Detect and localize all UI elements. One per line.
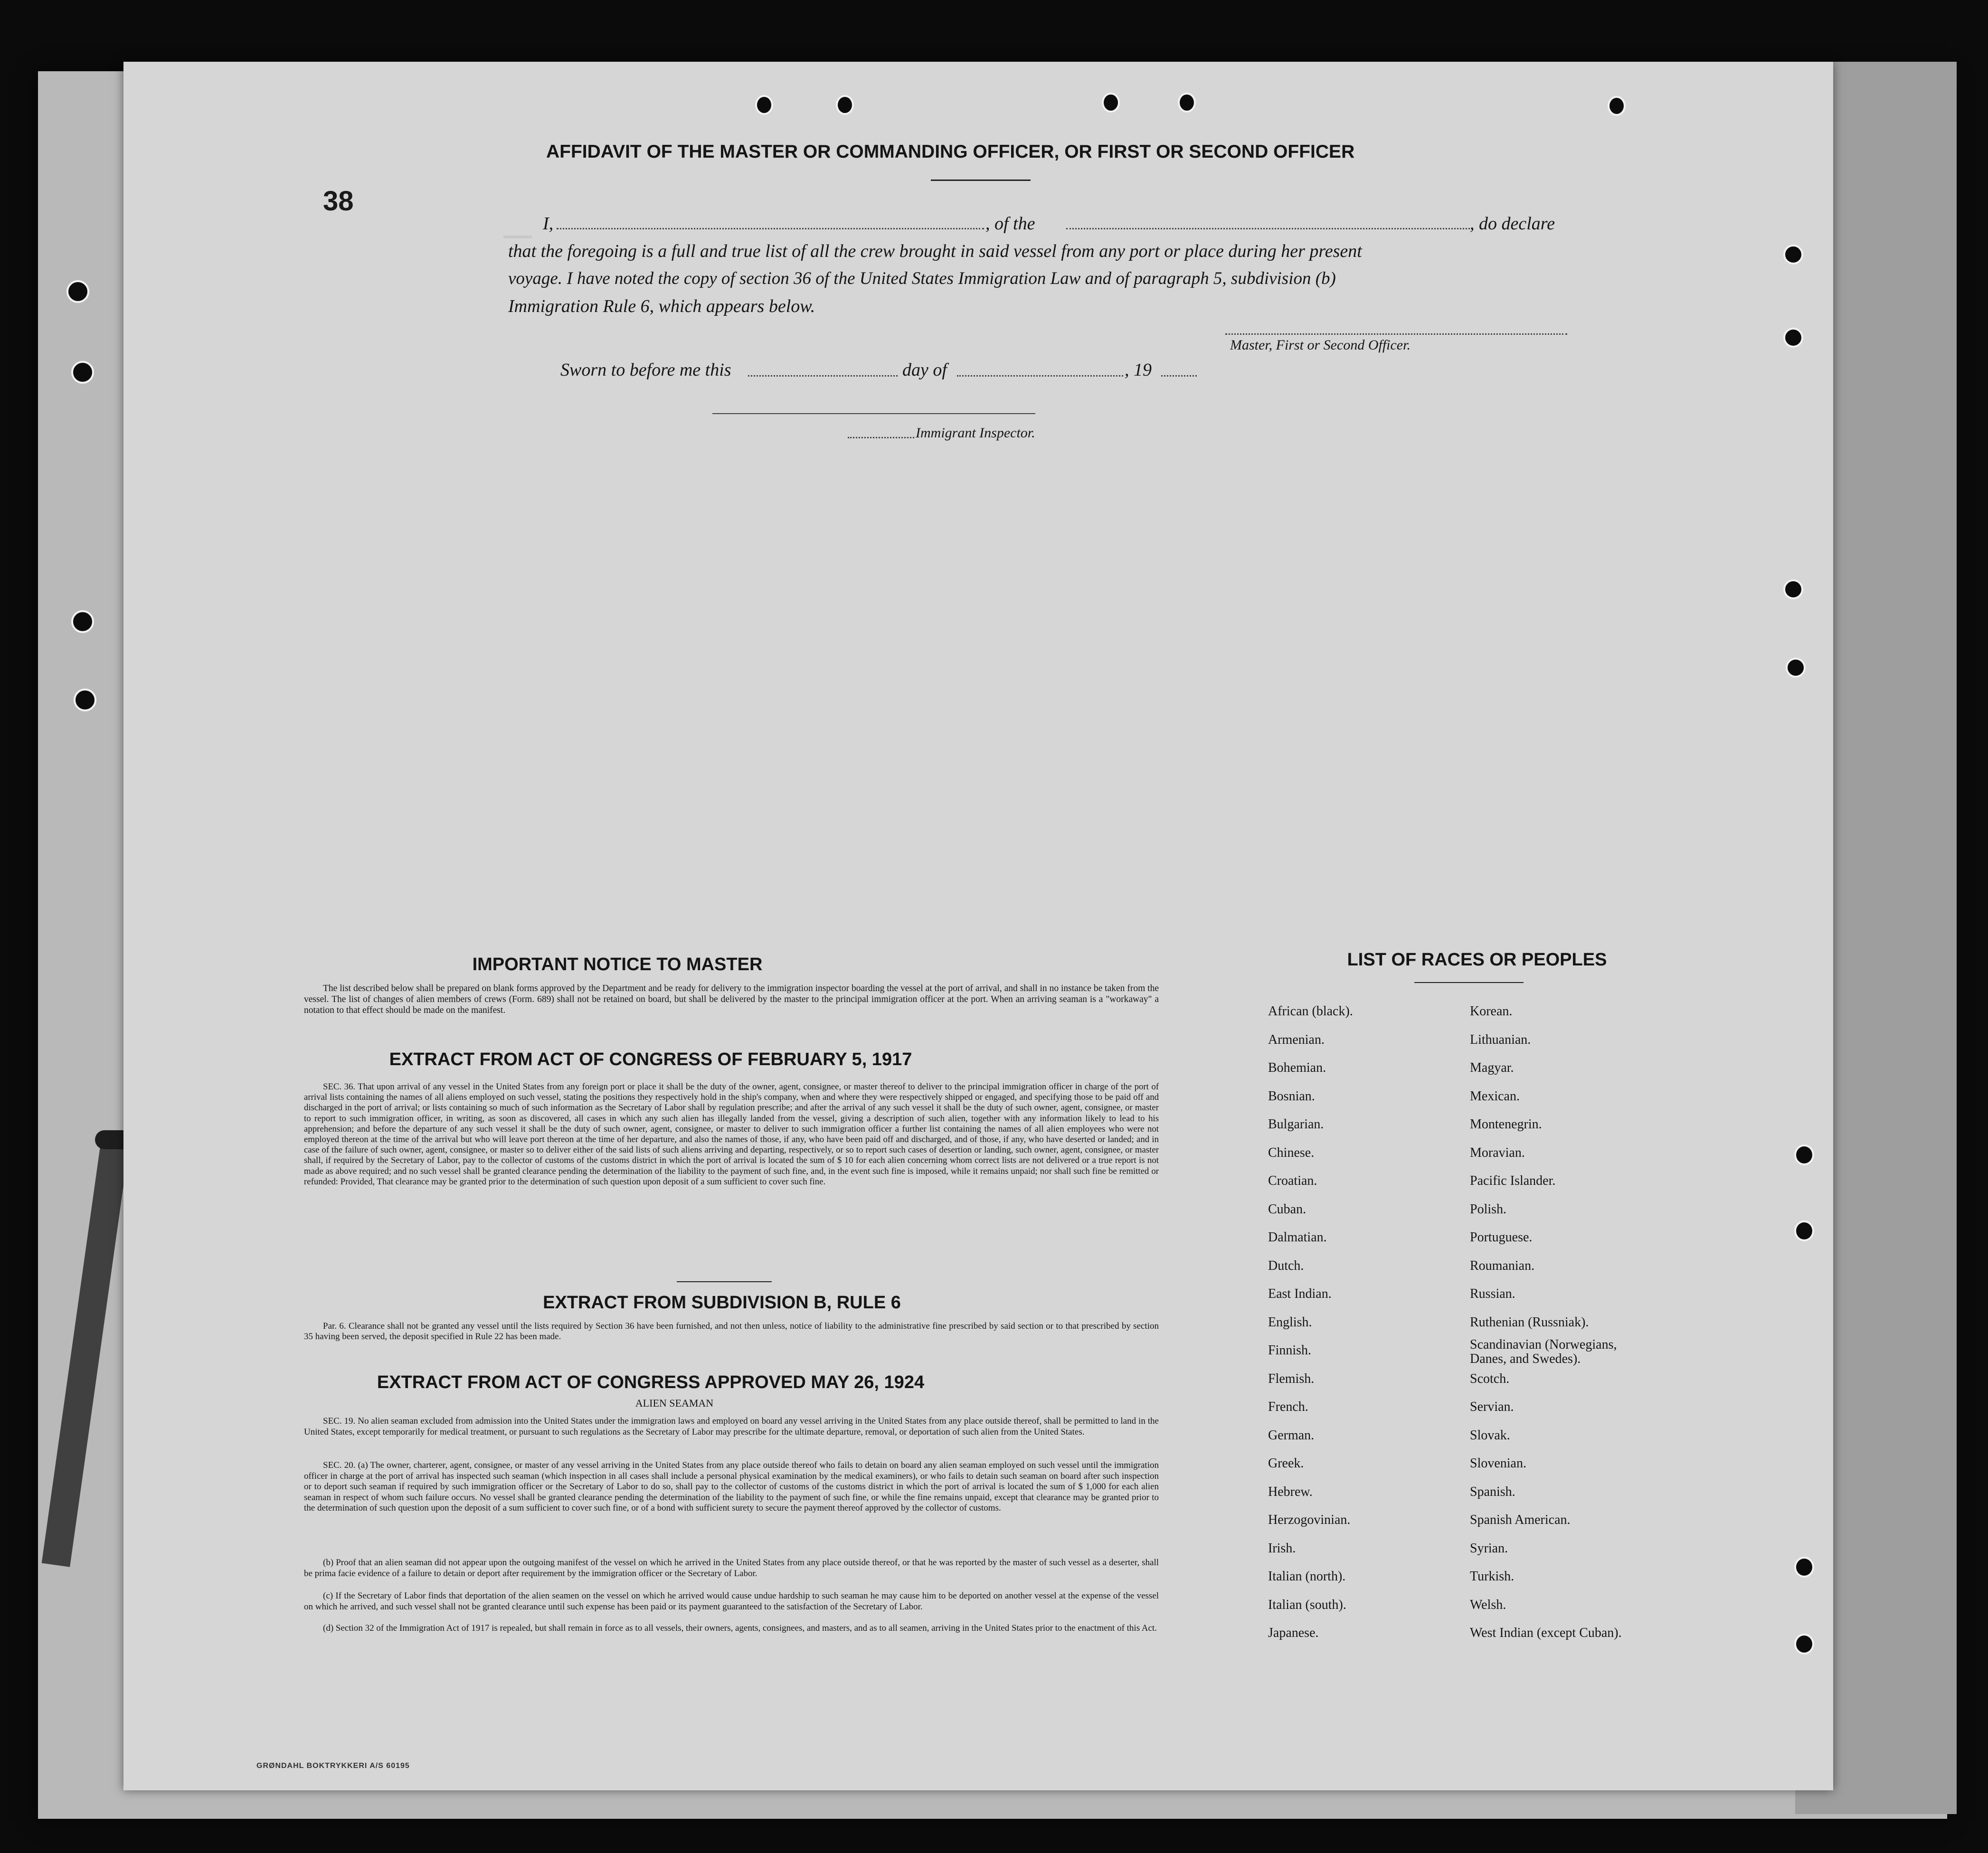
- race-item: Bohemian.: [1268, 1060, 1326, 1075]
- handwritten-page-number: 38: [323, 186, 354, 217]
- punch-hole: [74, 689, 96, 711]
- sworn-date-blank: [748, 375, 898, 377]
- punch-hole: [755, 95, 773, 115]
- race-item: Servian.: [1470, 1399, 1514, 1414]
- rule6-title: EXTRACT FROM SUBDIVISION B, RULE 6: [543, 1293, 901, 1313]
- punch-hole: [1102, 93, 1120, 113]
- race-item: Slovak.: [1470, 1428, 1510, 1443]
- race-item: Greek.: [1268, 1456, 1304, 1471]
- race-item: Irish.: [1268, 1541, 1296, 1556]
- races-title-rule: [1414, 982, 1524, 983]
- race-item: Roumanian.: [1470, 1258, 1535, 1273]
- race-item: Scandinavian (Norwegians, Danes, and Swedes).: [1470, 1337, 1617, 1366]
- rule6-top-rule: [677, 1281, 772, 1282]
- race-item: Montenegrin.: [1470, 1117, 1542, 1132]
- notice-title: IMPORTANT NOTICE TO MASTER: [472, 955, 763, 974]
- race-item: Chinese.: [1268, 1145, 1315, 1160]
- race-item: Magyar.: [1470, 1060, 1514, 1075]
- punch-hole: [1794, 1557, 1814, 1578]
- affidavit-line4: Immigration Rule 6, which appears below.: [508, 296, 815, 316]
- race-item: Dutch.: [1268, 1258, 1304, 1273]
- race-item: Cuban.: [1268, 1201, 1306, 1217]
- race-item: Finnish.: [1268, 1343, 1312, 1358]
- race-item: Hebrew.: [1268, 1484, 1313, 1499]
- punch-hole: [1794, 1634, 1814, 1654]
- race-item: African (black).: [1268, 1004, 1353, 1019]
- rule6-body: Par. 6. Clearance shall not be granted any vessel until the lists required by Section 36 have been furnished, and not then unless, notice of liability to the administrative fine prescribed by said section or to that prescribed by section 35 having been served, the deposit specified in Rule 22 has been made.: [304, 1321, 1159, 1342]
- extract-1917-body: SEC. 36. That upon arrival of any vessel in the United States from any foreign port or place it shall be the duty of the owner, agent, consignee, or master thereof to deliver to the principal immigration officer in charge of the port of arrival lists containing the names of all aliens employed on such vessel, stating the positions they respectively hold in the ship's company, when and where they were respectively shipped or engaged, and specifying those to be paid off and discharged in the port of arrival; or lists containing so much of such information as the Secretary of Labor shall by regulation prescribe; and after the arrival of any such vessel it shall be the duty of such owner, agent, consignee, or master to report to such immigration officer, in writing, as soon as discovered, all cases in which any such alien has illegally landed from the vessel, giving a description of such alien, together with any information likely to lead to his apprehension; and before the departure of any such vessel it shall be the duty of such owner, agent, consignee, or master to deliver to such immigration officer a further list containing the names of all alien employees who were not employed thereon at the time of the arrival but who will leave port thereon at the time of her departure, and also the names of those, if any, who have been paid off and discharged, and of those, if any, who have deserted or landed; and in case of the failure of such owner, agent, consignee, or master so to deliver either of the said lists of such aliens arriving and departing, respectively, or so to report such cases of desertion or landing, such owner, agent, consignee, or master shall, if required by the Secretary of Labor, pay to the collector of customs of the customs district in which the port of arrival is located the sum of $ 10 for each alien concerning whom correct lists are not delivered or a true report is not made as above required; and no such vessel shall be granted clearance pending the determination of the liability to the payment of such fine, and, in the event such fine is imposed, while it remains unpaid; nor shall such fine be remitted or refunded: Provided, That clearance may be granted prior to the determination of such question upon deposit of a sum sufficient to cover such fine.: [304, 1082, 1159, 1187]
- race-item: English.: [1268, 1314, 1312, 1330]
- signature-blank: [1225, 333, 1567, 335]
- races-title: LIST OF RACES OR PEOPLES: [1347, 950, 1607, 970]
- punch-hole: [1608, 96, 1626, 116]
- race-item: Bulgarian.: [1268, 1117, 1324, 1132]
- inspector-caption: Immigrant Inspector.: [916, 425, 1035, 441]
- race-item: Moravian.: [1470, 1145, 1525, 1160]
- race-item: Herzogovinian.: [1268, 1513, 1351, 1527]
- race-item: Italian (north).: [1268, 1569, 1346, 1584]
- notice-body: The list described below shall be prepared on blank forms approved by the Department and be ready for delivery to the immigration inspector boarding the vessel at the port of arrival, and shall in no instance be taken from the vessel. The list of changes of alien members of crews (Form. 689) shall not be retained on board, but shall be delivered by the master to the principal immigration officer at the port. When an arriving seaman is a "workaway" a notation to that effect should be made on the manifest.: [304, 983, 1159, 1015]
- affidavit-title-rule: [931, 180, 1031, 181]
- race-item: Bosnian.: [1268, 1088, 1315, 1104]
- race-item: Flemish.: [1268, 1371, 1315, 1386]
- sworn-day-label: day of: [902, 360, 947, 380]
- affidavit-title: AFFIDAVIT OF THE MASTER OR COMMANDING OFFICER, OR FIRST OR SECOND OFFICER: [546, 142, 1355, 162]
- race-item: Portuguese.: [1470, 1230, 1533, 1245]
- race-item: Spanish.: [1470, 1484, 1515, 1499]
- punch-hole: [1786, 658, 1806, 678]
- manifest-page: [123, 62, 1833, 1790]
- affidavit-line1-i: I,: [543, 214, 554, 234]
- race-item: Mexican.: [1470, 1088, 1520, 1104]
- race-item: Lithuanian.: [1470, 1032, 1531, 1047]
- inspector-dots: [848, 437, 914, 438]
- race-item: West Indian (except Cuban).: [1470, 1626, 1622, 1640]
- race-item: East Indian.: [1268, 1286, 1332, 1301]
- extract-1924-sec20d: (d) Section 32 of the Immigration Act of 1917 is repealed, but shall remain in force as to all vessels, their owners, agents, consignees, and masters, and as to all seamen, arriving in the United States prior to the enactment of this Act.: [323, 1623, 1157, 1633]
- affidavit-line3: voyage. I have noted the copy of section 36 of the United States Immigration Law and of paragraph 5, subdivision (b): [508, 269, 1336, 288]
- punch-hole: [71, 361, 94, 384]
- race-item: French.: [1268, 1399, 1308, 1414]
- punch-hole: [1783, 579, 1803, 599]
- race-item: Croatian.: [1268, 1173, 1317, 1188]
- affidavit-name-blank: [557, 228, 984, 229]
- extract-1917-title: EXTRACT FROM ACT OF CONGRESS OF FEBRUARY 5, 1917: [389, 1049, 912, 1069]
- race-item: Dalmatian.: [1268, 1230, 1327, 1245]
- race-item: Armenian.: [1268, 1032, 1325, 1047]
- affidavit-line2: that the foregoing is a full and true list of all the crew brought in said vessel from any port or place during her present: [508, 241, 1362, 261]
- race-item: Welsh.: [1470, 1597, 1506, 1612]
- extract-1924-sec20a: SEC. 20. (a) The owner, charterer, agent, consignee, or master of any vessel arriving in the United States from any place outside thereof who fails to detain on board any alien seaman employed on such vessel until the immigration officer in charge at the port of arrival has inspected such seaman (which inspection in all cases shall include a personal physical examination by the medical examiners), or who fails to detain such seaman on board after such inspection or to deport such seaman if required by such immigration officer or the Secretary of Labor to do so, shall pay to the collector of customs of the customs district in which the port of arrival is located the sum of $ 1,000 for each alien seaman in respect of whom such failure occurs. No vessel shall be granted clearance pending the determination of the liability to the payment of such fine, or while the fine remains unpaid, except that clearance may be granted prior to the determination of such question upon the deposit of a sum sufficient to cover such fine, or of a bond with sufficient surety to secure the payment thereof approved by the collector of customs.: [304, 1460, 1159, 1513]
- bleedthrough-text: —: [503, 219, 536, 251]
- race-item: Korean.: [1470, 1004, 1513, 1019]
- punch-hole: [1783, 328, 1803, 348]
- punch-hole: [71, 610, 94, 633]
- affidavit-line1-of: , of the: [985, 214, 1035, 234]
- race-item: Turkish.: [1470, 1569, 1515, 1584]
- punch-hole: [1178, 93, 1196, 113]
- race-item: Russian.: [1470, 1286, 1515, 1301]
- race-item: Pacific Islander.: [1470, 1173, 1556, 1188]
- punch-hole: [66, 280, 89, 303]
- extract-1924-sec20c: (c) If the Secretary of Labor finds that deportation of the alien seamen on the vessel on which he arrived would cause undue hardship to such seaman he may cause him to be deported on another vessel at the expense of the vessel on which he arrived, and such vessel shall not be granted clearance until such expense has been paid or its payment guaranteed to the satisfaction of the Secretary of Labor.: [304, 1591, 1159, 1612]
- punch-hole: [1794, 1220, 1814, 1241]
- signature-caption: Master, First or Second Officer.: [1230, 337, 1411, 353]
- race-item: Polish.: [1470, 1201, 1507, 1217]
- affidavit-line1-declare: , do declare: [1470, 214, 1555, 234]
- race-item: Ruthenian (Russniak).: [1470, 1314, 1589, 1330]
- race-item: Slovenian.: [1470, 1456, 1526, 1471]
- extract-1924-subtitle: ALIEN SEAMAN: [635, 1397, 714, 1409]
- extract-1924-title: EXTRACT FROM ACT OF CONGRESS APPROVED MAY 26, 1924: [377, 1372, 925, 1392]
- inspector-signature-blank: [712, 413, 1035, 414]
- extract-1924-sec19: SEC. 19. No alien seaman excluded from admission into the United States under the immigration laws and employed on board any vessel arriving in the United States from any place outside thereof, shall be permitted to land in the United States, except temporarily for medical treatment, or pursuant to such regulations as the Secretary of Labor may prescribe for the ultimate departure, removal, or deportation of such alien from the United States.: [304, 1416, 1159, 1437]
- punch-hole: [1783, 245, 1803, 265]
- sworn-month-blank: [957, 375, 1123, 377]
- sworn-prefix: Sworn to before me this: [560, 360, 731, 380]
- footer-imprint: GRØNDAHL BOKTRYKKERI A/S 60195: [256, 1762, 410, 1770]
- race-item: Italian (south).: [1268, 1597, 1346, 1612]
- race-item: Japanese.: [1268, 1626, 1319, 1640]
- punch-hole: [1794, 1144, 1814, 1165]
- race-item: Syrian.: [1470, 1541, 1508, 1556]
- affidavit-vessel-blank: [1066, 228, 1470, 229]
- punch-hole: [836, 95, 854, 115]
- race-item: Spanish American.: [1470, 1513, 1571, 1527]
- sworn-year-blank: [1161, 375, 1197, 377]
- extract-1924-sec20b: (b) Proof that an alien seaman did not appear upon the outgoing manifest of the vessel on which he arrived in the United States from any place outside thereof, or that he was reported by the master of such vessel as a deserter, shall be prima facie evidence of a failure to detain or deport after requirement by the immigration officer or the Secretary of Labor.: [304, 1558, 1159, 1579]
- race-item: German.: [1268, 1428, 1315, 1443]
- race-item: Scotch.: [1470, 1371, 1510, 1386]
- sworn-year-label: , 19: [1125, 360, 1152, 380]
